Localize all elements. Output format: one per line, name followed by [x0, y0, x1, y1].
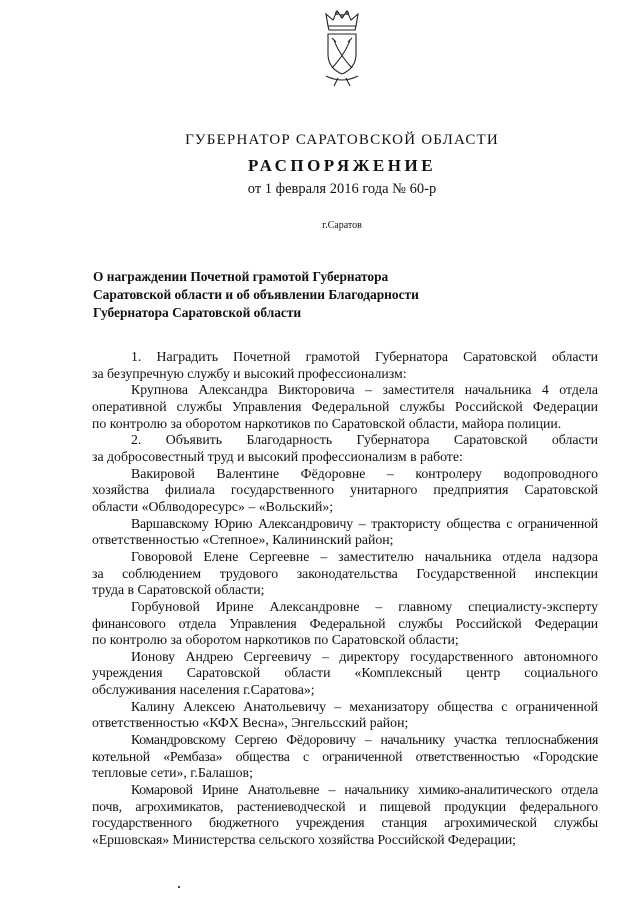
paragraph-line: «Ершовская» Министерства сельского хозяйства Российской Федерации;: [92, 832, 516, 848]
paragraph-awardee: [92, 732, 598, 782]
paragraph-line: учреждения Саратовской области «Комплексный центр социального: [92, 665, 598, 681]
governor-title: ГУБЕРНАТОР САРАТОВСКОЙ ОБЛАСТИ: [185, 132, 499, 148]
document-date-number: от 1 февраля 2016 года № 60-р: [247, 181, 437, 197]
paragraph-line: финансового отдела Управления Федеральной службы Российской Федерации: [92, 615, 598, 631]
paragraph-awardee: [92, 782, 598, 849]
paragraph-line: Говоровой Елене Сергеевне – заместителю начальника отдела надзора: [131, 548, 598, 564]
paragraph-line: ответственностью «КФХ Весна», Энгельсский район;: [92, 715, 409, 731]
paragraph-awardee: [92, 382, 598, 432]
paragraph-line: по контролю за оборотом наркотиков по Саратовской области;: [92, 632, 459, 648]
heading-line: Губернатора Саратовской области: [93, 305, 302, 320]
paragraph-line: за безупречную службу и высокий профессионализм:: [92, 365, 407, 381]
paragraph-line: Вакировой Валентине Фёдоровне – контролеру водопроводного: [131, 465, 598, 481]
paragraph-line: почв, агрохимикатов, растениеводческой и пищевой продукции федерального: [92, 798, 598, 814]
paragraph-line: за добросовестный труд и высокий профессионализм в работе:: [92, 448, 463, 464]
paragraph-line: Горбуновой Ирине Александровне – главному специалисту-эксперту: [131, 598, 598, 614]
paragraph-line: ответственностью «Степное», Калининский район;: [92, 532, 394, 548]
paragraph-line: оперативной службы Управления Федеральной службы Российской Федерации: [92, 398, 598, 414]
saratov-oblast-coat-of-arms-icon: [318, 10, 366, 88]
paragraph-line: тепловые сети», г.Балашов;: [92, 765, 253, 781]
paragraph-line: труда в Саратовской области;: [92, 582, 265, 598]
paragraph-awardee: [92, 649, 598, 699]
document-city: г.Саратов: [322, 220, 362, 231]
paragraph-line: 2. Объявить Благодарность Губернатора Саратовской области: [131, 432, 598, 448]
paragraph-line: 1. Наградить Почетной грамотой Губернатора Саратовской области: [131, 349, 598, 364]
paragraph-line: Ионову Андрею Сергеевичу – директору государственного автономного: [131, 648, 598, 664]
paragraph-line: по контролю за оборотом наркотиков по Саратовской области, майора полиции.: [92, 415, 562, 431]
paragraph-line: Комаровой Ирине Анатольевне – начальнику химико-аналитического отдела: [131, 782, 598, 798]
paragraph-line: области «Облводоресурс» – «Вольский»;: [92, 498, 334, 514]
paragraph-line: Командровскому Сергею Фёдоровичу – начальнику участка теплоснабжения: [131, 732, 598, 748]
paragraph-awardee: [92, 549, 598, 599]
paragraph-item-1-honor-certificate: [92, 349, 598, 382]
paragraph-line: Варшавскому Юрию Александровичу – трактористу общества с ограниченной: [131, 515, 598, 531]
paragraph-line: хозяйства филиала государственного унитарного предприятия Саратовской: [92, 482, 598, 498]
document-type-title: РАСПОРЯЖЕНИЕ: [247, 156, 437, 175]
heading-line: О награждении Почетной грамотой Губернатора: [93, 269, 389, 284]
paragraph-awardee: [92, 599, 598, 649]
paragraph-line: Калину Алексею Анатольевичу – механизатору общества с ограниченной: [131, 698, 598, 714]
document-subject-heading: [93, 268, 493, 322]
paragraph-line: государственного бюджетного учреждения станция агрохимической службы: [92, 815, 598, 831]
document-body: [92, 349, 598, 849]
paragraph-line: обслуживания населения г.Саратова»;: [92, 682, 315, 698]
heading-line: Саратовской области и об объявлении Благодарности: [93, 287, 419, 302]
paragraph-line: котельной «Рембаза» общества с ограниченной ответственностью «Городские: [92, 748, 598, 764]
paragraph-line: Крупнова Александра Викторовича – заместителя начальника 4 отдела: [131, 382, 598, 398]
scan-speck: [178, 886, 180, 888]
paragraph-awardee: [92, 699, 598, 732]
paragraph-item-2-gratitude: [92, 432, 598, 465]
paragraph-awardee: [92, 466, 598, 516]
paragraph-awardee: [92, 516, 598, 549]
paragraph-line: за соблюдением трудового законодательства Государственной инспекции: [92, 565, 598, 581]
